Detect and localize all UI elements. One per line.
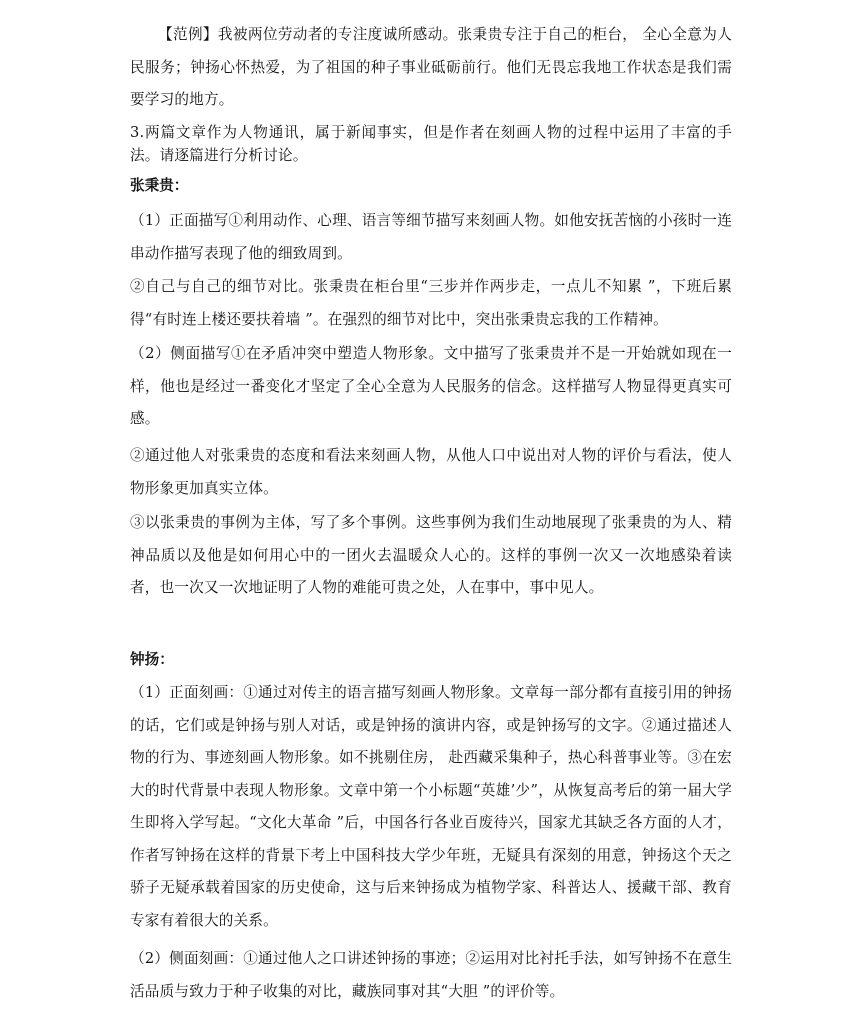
zhong-paragraph-2: （2）侧面刻画：①通过他人之口讲述钟扬的事迹；②运用对比衬托手法，如写钟扬不在意生活品质与致力于种子收集的对比，藏族同事对其“大胆 ”的评价等。 xyxy=(130,950,732,1000)
section-heading-zhang: 张秉贵： xyxy=(130,177,189,194)
zhang-paragraph-3: （2）侧面描写①在矛盾冲突中塑造人物形象。文中描写了张秉贵并不是一开始就如现在一样，他也是经过一番变化才坚定了全心全意为人民服务的信念。这样描写人物显得更真实可感。 xyxy=(130,345,732,427)
section-heading-zhong: 钟扬： xyxy=(130,651,174,668)
zhang-paragraph-1: （1）正面描写①利用动作、心理、语言等细节描写来刻画人物。如他安抚苦恼的小孩时一连串动作描写表现了他的细致周到。 xyxy=(130,212,732,262)
zhang-paragraph-4: ②通过他人对张秉贵的态度和看法来刻画人物，从他人口中说出对人物的评价与看法，使人物形象更加真实立体。 xyxy=(130,447,732,497)
zhong-paragraph-1: （1）正面刻画：①通过对传主的语言描写刻画人物形象。文章每一部分都有直接引用的钟扬的话，它们或是钟扬与别人对话，或是钟扬的演讲内容，或是钟扬写的文字。②通过描述人物的行为、事迹刻画人物形象。如不挑剔住房， 赴西藏采集种子，热心科普事业等。③在宏大的时代背景中表现人物形象。文章中第一个小标题“英雄’少”，从恢复高考后的第一届大学生即将入学写起。“文化大革命 ”后，中国各行各业百废待兴，国家尤其缺乏各方面的人才，作者写钟扬在这样的背景下考上中国科技大学少年班，无疑具有深刻的用意，钟扬这个天之骄子无疑承载着国家的历史使命，这与后来钟扬成为植物学家、科普达人、援藏干部、教育专家有着很大的关系。 xyxy=(130,684,732,929)
zhang-paragraph-2: ②自己与自己的细节对比。张秉贵在柜台里“三步并作两步走，一点儿不知累 ”，下班后累得“有时连上楼还要扶着墙 ”。在强烈的细节对比中，突出张秉贵忘我的工作精神。 xyxy=(130,278,732,328)
zhang-paragraph-5: ③以张秉贵的事例为主体，写了多个事例。这些事例为我们生动地展现了张秉贵的为人、精神品质以及他是如何用心中的一团火去温暖众人心的。这样的事例一次又一次地感染着读者，也一次又一次地证明了人物的难能可贵之处，人在事中，事中见人。 xyxy=(130,514,732,596)
question-3: 3.两篇文章作为人物通讯，属于新闻事实，但是作者在刻画人物的过程中运用了丰富的手法。请逐篇进行分析讨论。 xyxy=(130,124,732,164)
example-paragraph: 【范例】我被两位劳动者的专注度诚所感动。张秉贵专注于自己的柜台， 全心全意为人民服务；钟扬心怀热爱，为了祖国的种子事业砥砺前行。他们无畏忘我地工作状态是我们需要学习的地方。 xyxy=(130,26,732,108)
